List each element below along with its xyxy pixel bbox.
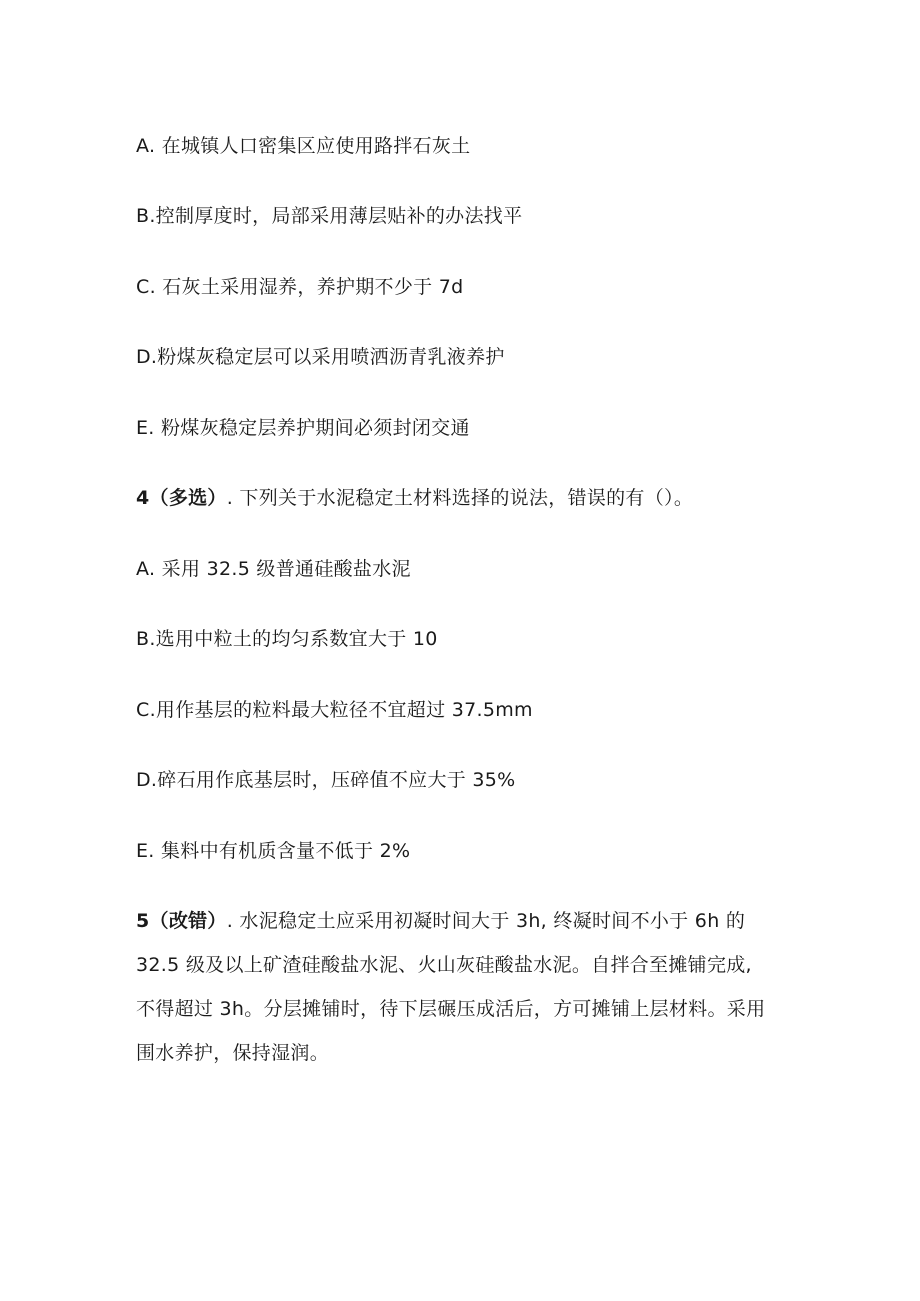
q5-line-1 (136, 909, 786, 953)
q3-option-c: C. 石灰土采用湿养，养护期不少于 7d (136, 276, 464, 298)
q4-stem-text: . 下列关于水泥稳定土材料选择的说法，错误的有（）。 (226, 487, 694, 509)
q4-option-d: D.碎石用作底基层时，压碎值不应大于 35% (136, 769, 516, 791)
q4-stem (136, 486, 693, 510)
q5-line-2: 32.5 级及以上矿渣硅酸盐水泥、火山灰硅酸盐水泥。自拌合至摊铺完成, (136, 954, 752, 976)
q4-option-b: B.选用中粒土的均匀系数宜大于 10 (136, 628, 438, 650)
q5-line-3: 不得超过 3h。分层摊铺时，待下层碾压成活后，方可摊铺上层材料。采用 (136, 998, 766, 1020)
q4-option-a: A. 采用 32.5 级普通硅酸盐水泥 (136, 558, 411, 580)
q3-option-a: A. 在城镇人口密集区应使用路拌石灰土 (136, 135, 471, 157)
q5-line-4: 围水养护，保持湿润。 (136, 1042, 330, 1064)
q5-line-1-text: . 水泥稳定土应采用初凝时间大于 3h, 终凝时间不小于 6h 的 (226, 910, 746, 932)
q4-option-c: C.用作基层的粒料最大粒径不宜超过 37.5mm (136, 699, 533, 721)
q5-number: 5 (136, 910, 150, 932)
q5-paragraph (136, 909, 786, 1085)
q4-option-e: E. 集料中有机质含量不低于 2% (136, 840, 411, 862)
q5-type: （改错） (149, 910, 227, 932)
q3-option-e: E. 粉煤灰稳定层养护期间必须封闭交通 (136, 417, 470, 439)
q3-option-d: D.粉煤灰稳定层可以采用喷洒沥青乳液养护 (136, 346, 505, 368)
q4-type: （多选） (149, 487, 227, 509)
q4-number: 4 (136, 487, 150, 509)
q3-option-b: B.控制厚度时，局部采用薄层贴补的办法找平 (136, 205, 523, 227)
